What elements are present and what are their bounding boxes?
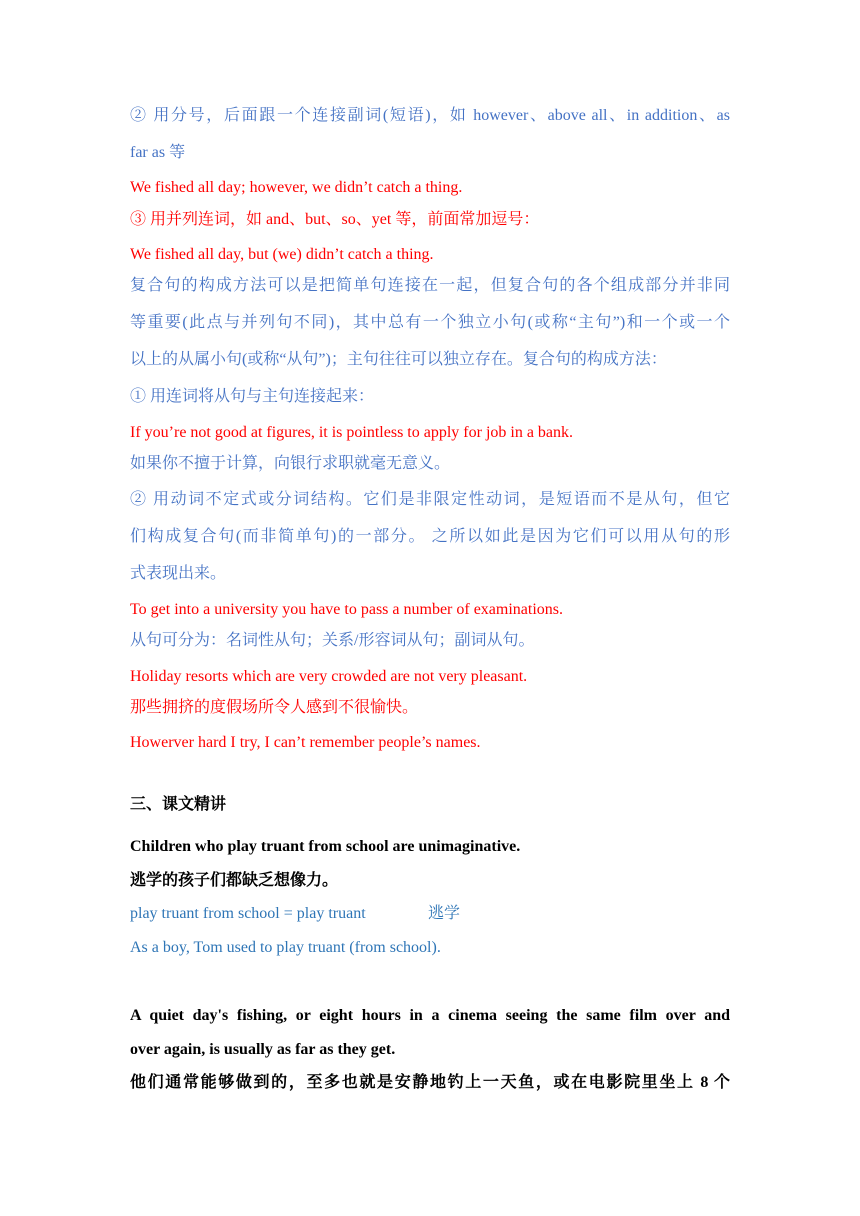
- text-line: 以上的从属小句(或称“从句”)；主句往往可以独立存在。复合句的构成方法：: [130, 351, 667, 368]
- text-line: ① 用连词将从句与主句连接起来：: [130, 388, 375, 405]
- text-line: A quiet day's fishing, or eight hours in a cinema seeing the same film over and: [130, 1007, 730, 1024]
- text-line: Children who play truant from school are unimaginative.: [130, 838, 521, 855]
- text-line: 们构成复合句(而非简单句)的一部分。 之所以如此是因为它们可以用从句的形: [130, 528, 730, 545]
- text-line: 等重要(此点与并列句不同)，其中总有一个独立小句(或称“主句”)和一个或一个: [130, 314, 730, 331]
- example-sentence: If you’re not good at figures, it is pointless to apply for job in a bank.: [130, 424, 574, 441]
- translation-line: 他们通常能够做到的，至多也就是安静地钓上一天鱼，或在电影院里坐上 8 个: [130, 1074, 730, 1091]
- translation-line: 那些拥挤的度假场所令人感到不很愉快。: [130, 699, 419, 716]
- example-sentence: To get into a university you have to pass a number of examinations.: [130, 601, 564, 618]
- phrase-gloss: 逃学: [428, 905, 461, 922]
- text-line: ② 用分号，后面跟一个连接副词(短语)，如 however、above all、in addition、as: [130, 107, 730, 124]
- section-heading: 三、课文精讲: [130, 796, 227, 813]
- translation-line: 逃学的孩子们都缺乏想像力。: [130, 872, 339, 889]
- text-line: over again, is usually as far as they get.: [130, 1041, 396, 1058]
- text-line: 复合句的构成方法可以是把简单句连接在一起，但复合句的各个组成部分并非同: [130, 277, 730, 294]
- example-sentence: We fished all day, but (we) didn’t catch a thing.: [130, 246, 434, 263]
- phrase-line: play truant from school = play truant: [130, 905, 366, 922]
- text-line: ③ 用并列连词，如 and、but、so、yet 等，前面常加逗号：: [130, 211, 540, 228]
- text-line: far as 等: [130, 144, 186, 161]
- text-line: 从句可分为：名词性从句；关系/形容词从句；副词从句。: [130, 632, 535, 649]
- example-sentence: As a boy, Tom used to play truant (from school).: [130, 939, 441, 956]
- text-line: 式表现出来。: [130, 565, 227, 582]
- example-sentence: We fished all day; however, we didn’t catch a thing.: [130, 179, 463, 196]
- translation-line: 如果你不擅于计算，向银行求职就毫无意义。: [130, 455, 451, 472]
- text-line: ② 用动词不定式或分词结构。它们是非限定性动词，是短语而不是从句，但它: [130, 491, 730, 508]
- example-sentence: Howerver hard I try, I can’t remember people’s names.: [130, 734, 481, 751]
- example-sentence: Holiday resorts which are very crowded are not very pleasant.: [130, 668, 528, 685]
